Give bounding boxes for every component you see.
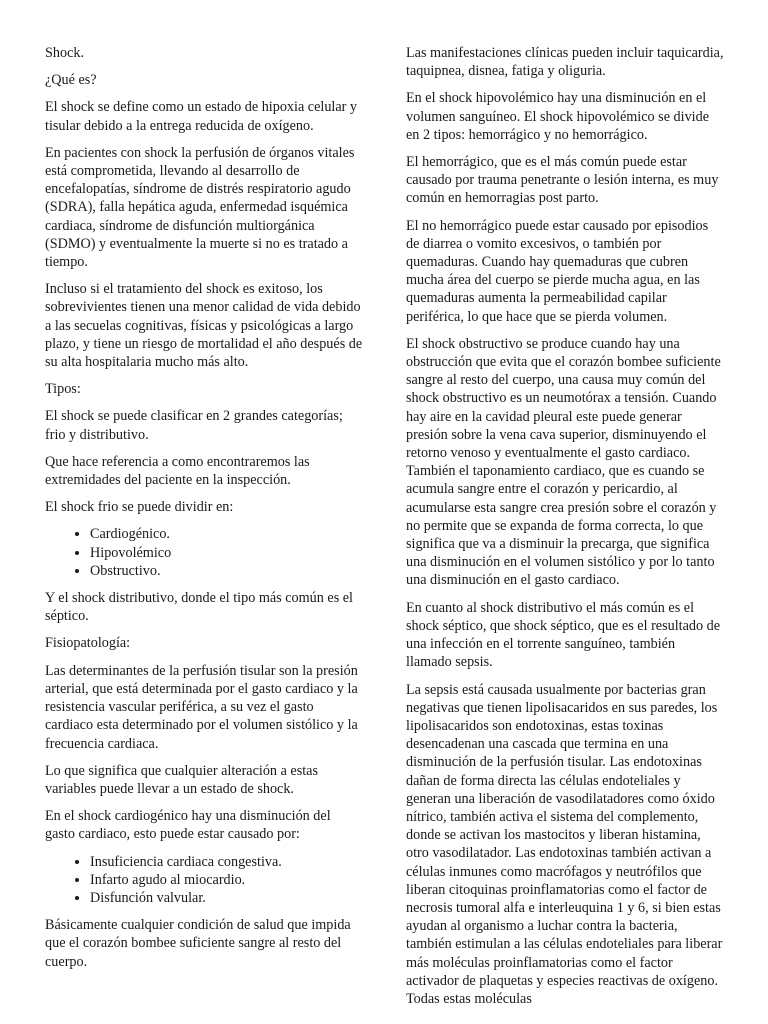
list-item: • Disfunción valvular. — [90, 889, 363, 907]
paragraph: El no hemorrágico puede estar causado por episodios de diarrea o vomito excesivos, o también por quemaduras. Cuando hay quemaduras que cubren mucha área del cuerpo se pierde mucha agua, en las quemaduras aumenta la permeabilidad capilar periférica, lo que hace que se pierda volumen. — [406, 217, 709, 325]
paragraph: Que hace referencia a como encontraremos las extremidades del paciente en la inspección. — [45, 453, 310, 489]
paragraph: En pacientes con shock la perfusión de órganos vitales está comprometida, llevando al desarrollo de encefalopatías, síndrome de distrés respiratorio agudo (SDRA), falla hepática aguda, enfermedad isquémica cardiaca, síndrome de disfunción multiorgánica (SDMO) y eventualmente la muerte si no es tratado a tiempo. — [45, 144, 355, 271]
doc-title: Shock. — [45, 45, 85, 61]
paragraph: Básicamente cualquier condición de salud que impida que el corazón bombee suficiente sangre al resto del cuerpo. — [45, 917, 351, 970]
paragraph: Incluso si el tratamiento del shock es exitoso, los sobrevivientes tienen una menor calidad de vida debido a las secuelas cognitivas, físicas y psicológicas a largo plazo, y tiene un riesgo de mortalidad el año después de su alta hospitalaria mucho más alto. — [45, 281, 363, 371]
paragraph: En el shock hipovolémico hay una disminución en el volumen sanguíneo. El shock hipovolémico se divide en 2 tipos: hemorrágico y no hemorrágico. — [406, 90, 710, 143]
list-item: • Cardiogénico. — [90, 525, 363, 543]
paragraph: El shock obstructivo se produce cuando hay una obstrucción que evita que el corazón bombee suficiente sangre al resto del cuerpo, una causa muy común del shock obstructivo es un neumotórax a tensión. Cuando hay aire en la cavidad pleural este puede generar presión sobre la vena cava superior, disminuyendo el retorno venoso y eventualmente el gasto cardiaco. También el taponamiento cardiaco, que es cuando se acumula sangre entre el corazón y pericardio, al acumularse esta sangre crea presión sobre el corazón y no permite que se expanda de forma correcta, lo que significa que va a disminuir la precarga, que significa una disminución en el volumen sistólico y por lo tanto una disminución en el gasto cardiaco. — [406, 335, 721, 589]
section-heading: Fisiopatología: — [45, 635, 131, 652]
paragraph: La sepsis está causada usualmente por bacterias gran negativas que tienen lipolisacaridos en sus paredes, los lipolisacaridos son endotoxinas, estas toxinas desencadenan una cascada que termina en una disminución de la perfusión tisular. Las endotoxinas dañan de forma directa las células endoteliales y generan una liberación de vasodilatadores como óxido nítrico, también activa el sistema del complemento, donde se activan los mastocitos y liberan histamina, otro vasodilatador. Las endotoxinas también activan a células inmunes como macrófagos y neutrófilos que liberan citoquinas proinflamatorias como el factor de necrosis tumoral alfa e interleuquina 1 y 6, si bien estas ayudan al organismo a luchar contra la bacteria, también estimulan a las células endoteliales para liberar más moléculas proinflamatorias como el factor activador de plaquetas y especies reactivas de oxígeno. Todas estas moléculas — [406, 681, 723, 1007]
cold-shock-types-list — [45, 525, 363, 580]
list-item: • Obstructivo. — [90, 562, 363, 580]
paragraph: El shock se puede clasificar en 2 grandes categorías; frio y distributivo. — [45, 408, 343, 443]
paragraph: El shock se define como un estado de hipoxia celular y tisular debido a la entrega reducida de oxígeno. — [45, 99, 358, 134]
paragraph: Las determinantes de la perfusión tisular son la presión arterial, que está determinada por el gasto cardiaco y la resistencia vascular periférica, a su vez el gasto cardiaco esta determinado por el volumen sistólico y la frecuencia cardiaca. — [45, 662, 358, 752]
paragraph: En el shock cardiogénico hay una disminución del gasto cardiaco, esto puede estar causado por: — [45, 808, 331, 843]
paragraph: En cuanto al shock distributivo el más común es el shock séptico, que shock séptico, que es el resultado de una infección en el torrente sanguíneo, también llamado sepsis. — [406, 599, 721, 671]
list-item: • Hipovolémico — [90, 544, 363, 562]
paragraph: Lo que significa que cualquier alteración a estas variables puede llevar a un estado de shock. — [45, 762, 318, 797]
paragraph: Y el shock distributivo, donde el tipo más común es el séptico. — [45, 590, 354, 625]
right-column — [406, 44, 724, 1017]
paragraph: Las manifestaciones clínicas pueden incluir taquicardia, taquipnea, disnea, fatiga y oliguria. — [406, 45, 724, 80]
section-heading: ¿Qué es? — [45, 72, 97, 89]
paragraph: El shock frio se puede dividir en: — [45, 499, 234, 516]
section-heading: Tipos: — [45, 381, 81, 398]
list-item: • Infarto agudo al miocardio. — [90, 871, 363, 889]
list-item: • Insuficiencia cardiaca congestiva. — [90, 853, 363, 871]
cardiogenic-causes-list — [45, 853, 363, 908]
left-column — [45, 44, 363, 980]
paragraph: El hemorrágico, que es el más común puede estar causado por trauma penetrante o lesión interna, es muy común en hemorragias post parto. — [406, 154, 719, 207]
